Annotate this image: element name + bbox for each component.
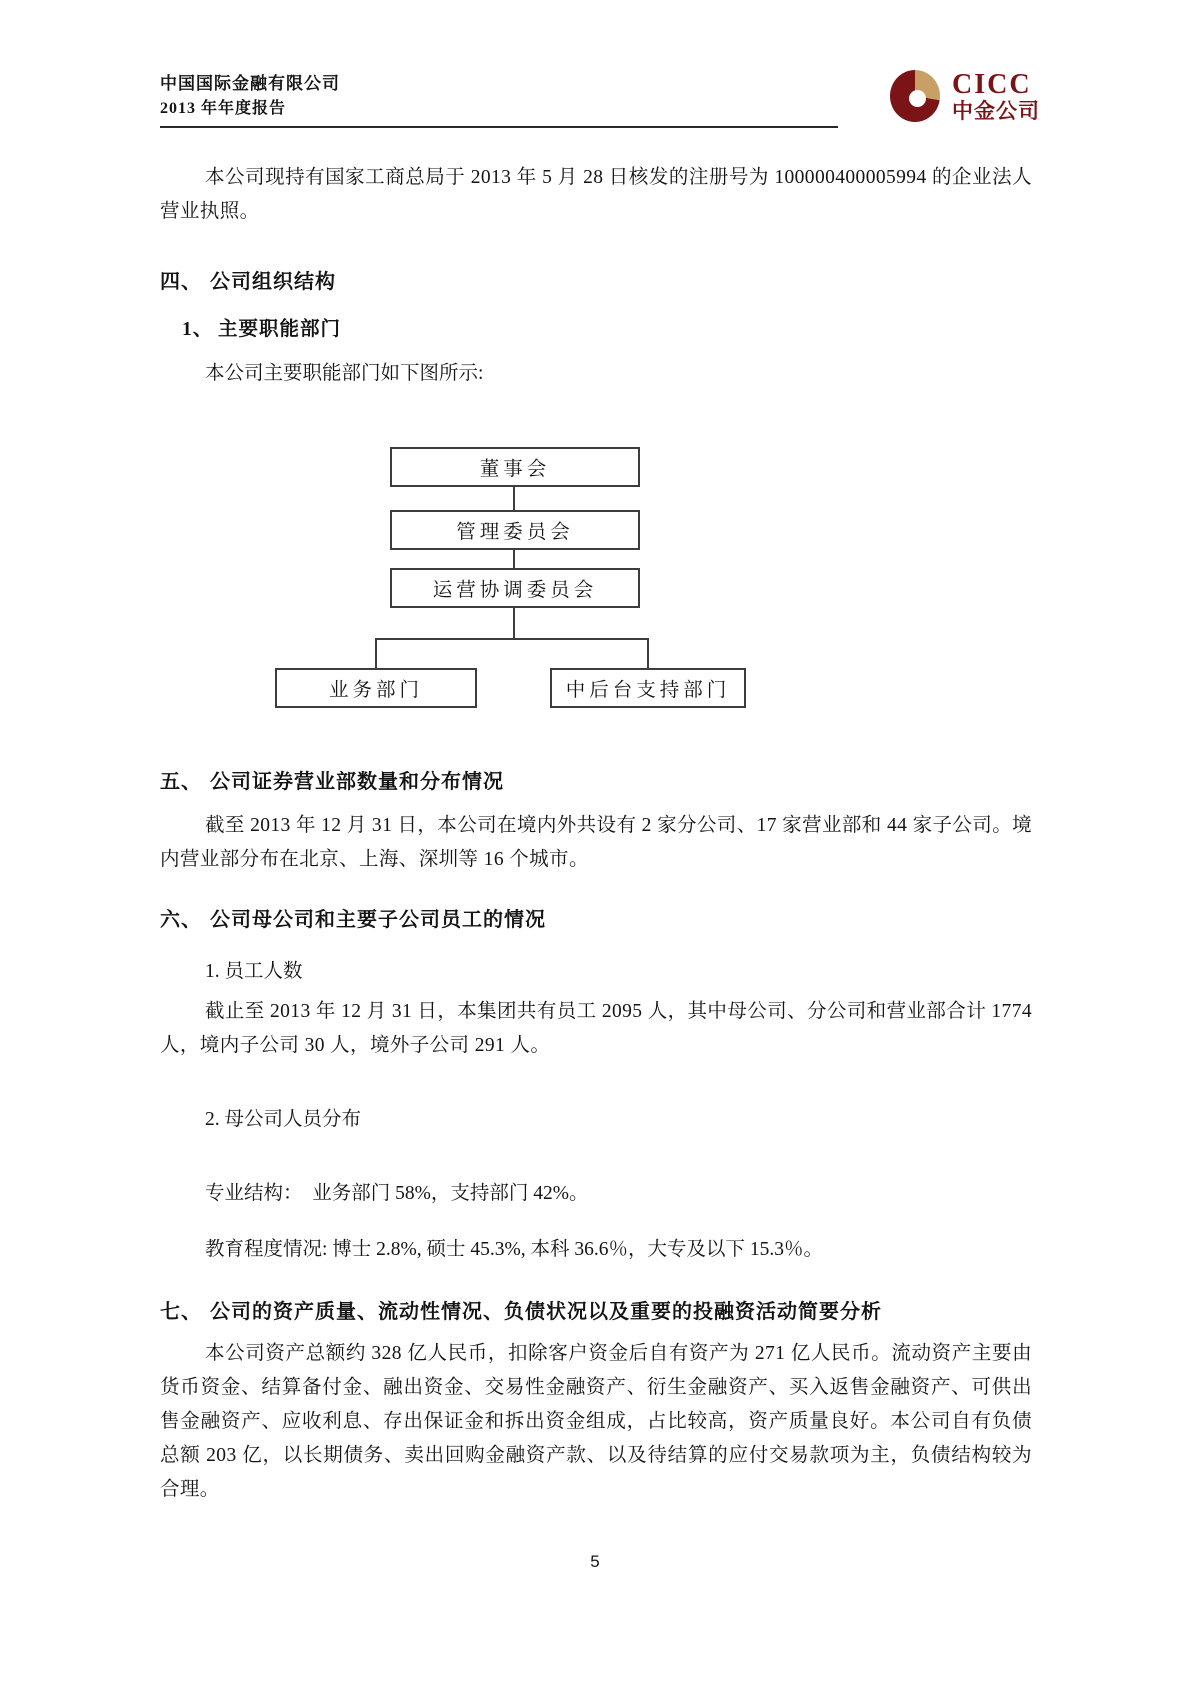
section7-title: 公司的资产质量、流动性情况、负债状况以及重要的投融资活动简要分析 [210,1301,882,1323]
section4-heading [160,265,1032,299]
education-level-line: 教育程度情况: 博士 2.8%, 硕士 45.3%, 本科 36.6％，大专及以下 15.3％。 [205,1239,824,1260]
org-box-business-departments: 业务部门 [275,668,477,708]
cicc-logo-hole [909,90,926,107]
org-box-management-committee: 管理委员会 [390,510,640,550]
org-connector [513,487,515,510]
document-body [160,127,1032,1507]
section6-heading [160,903,1032,937]
chart-intro-line: 本公司主要职能部门如下图所示: [205,363,484,384]
section6-paragraph1: 截止至 2013 年 12 月 31 日，本集团共有员工 2095 人，其中母公司、分公司和营业部合计 1774 人，境内子公司 30 人，境外子公司 291 人。 [160,1001,1032,1056]
page-number: 5 [590,1552,600,1571]
section5-heading [160,765,1032,799]
report-title: 2013 年年度报告 [160,99,287,117]
section6-sub2: 2. 母公司人员分布 [205,1109,362,1130]
logo-acronym: CICC [952,69,1032,101]
org-box-operations-committee: 运营协调委员会 [390,568,640,608]
professional-structure-line: 专业结构： 业务部门 58%，支持部门 42%。 [205,1183,589,1204]
org-connector [513,550,515,568]
section5-number: 五、 [160,771,202,793]
company-name: 中国国际金融有限公司 [160,74,340,93]
cicc-logo-icon [890,70,940,122]
org-chart [275,447,875,709]
section5-title: 公司证券营业部数量和分布情况 [210,771,504,793]
cicc-logo [890,70,1040,122]
section6-sub1: 1. 员工人数 [205,961,303,982]
org-box-middle-back-office: 中后台支持部门 [550,668,746,708]
org-connector [375,638,649,640]
section6-title: 公司母公司和主要子公司员工的情况 [210,909,546,931]
section4-title: 公司组织结构 [210,271,336,293]
logo-name-cn: 中金公司 [952,98,1040,123]
org-connector [375,638,377,668]
section4-subheading [182,313,1032,347]
section7-number: 七、 [160,1301,202,1323]
org-connector [513,608,515,638]
org-connector [647,638,649,668]
org-box-board: 董事会 [390,447,640,487]
section7-paragraph: 本公司资产总额约 328 亿人民币，扣除客户资金后自有资产为 271 亿人民币。流动资产主要由货币资金、结算备付金、融出资金、交易性金融资产、衍生金融资产、买入返售金融资产、可供出售金融资产、应收利息、存出保证金和拆出资金组成，占比较高，资产质量良好。本公司自有负债总额 203 亿，以长期债务、卖出回购金融资产款、以及待结算的应付交易款项为主，负债结构较为合理。 [160,1343,1032,1500]
section6-number: 六、 [160,909,202,931]
section4-number: 四、 [160,271,202,293]
section7-heading [160,1295,1032,1329]
section4-sub-title: 主要职能部门 [218,319,342,340]
page-header [160,69,1040,128]
section4-sub-number: 1、 [182,319,214,340]
cicc-logo-text [952,70,1040,121]
page-footer [0,1552,1190,1572]
intro-paragraph: 本公司现持有国家工商总局于 2013 年 5 月 28 日核发的注册号为 100000400005994 的企业法人营业执照。 [160,167,1032,222]
section5-paragraph: 截至 2013 年 12 月 31 日，本公司在境内外共设有 2 家分公司、17 家营业部和 44 家子公司。境内营业部分布在北京、上海、深圳等 16 个城市。 [160,815,1032,870]
